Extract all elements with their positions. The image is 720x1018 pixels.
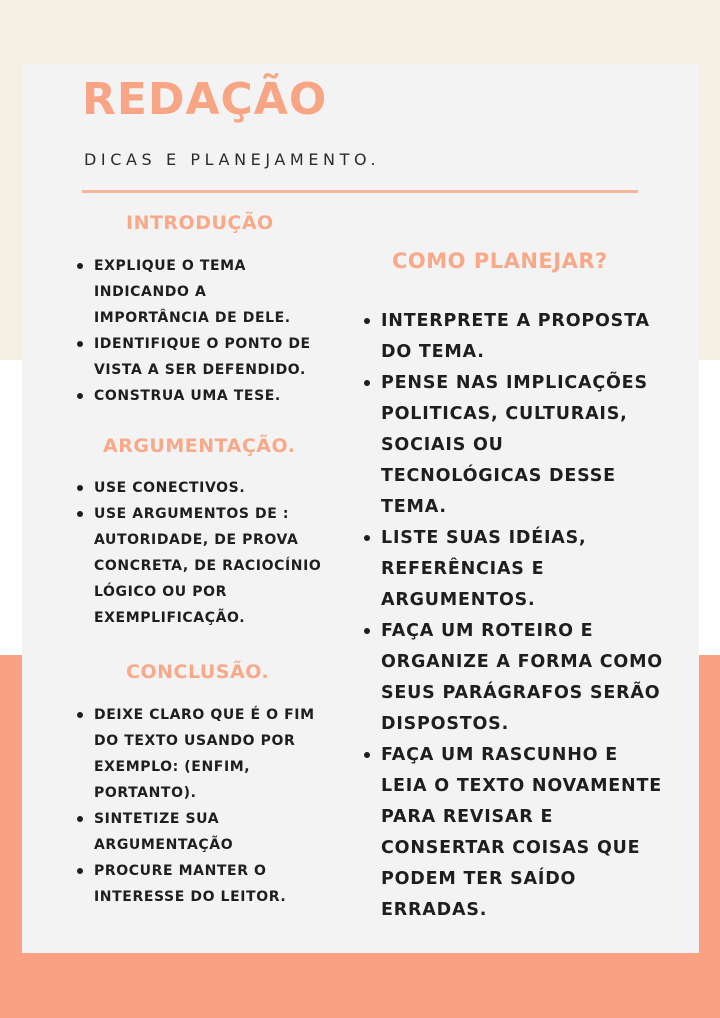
section-heading-argumentacao: ARGUMENTAÇÃO. (103, 435, 296, 457)
list-item: SINTETIZE SUA ARGUMENTAÇÃO (77, 806, 327, 858)
section-heading-conclusao: CONCLUSÃO. (126, 661, 270, 683)
list-item: LISTE SUAS IDÉIAS, REFERÊNCIAS E ARGUMENTOS. (364, 523, 664, 616)
page-subtitle: DICAS E PLANEJAMENTO. (84, 150, 381, 169)
list-item: PENSE NAS IMPLICAÇÕES POLITICAS, CULTURAIS, SOCIAIS OU TECNOLÓGICAS DESSE TEMA. (364, 368, 664, 523)
list-item: INTERPRETE A PROPOSTA DO TEMA. (364, 306, 664, 368)
list-argumentacao (77, 475, 327, 631)
list-item: FAÇA UM RASCUNHO E LEIA O TEXTO NOVAMENTE PARA REVISAR E CONSERTAR COISAS QUE PODEM TER SAÍDO ERRADAS. (364, 740, 664, 926)
list-item: IDENTIFIQUE O PONTO DE VISTA A SER DEFENDIDO. (77, 331, 327, 383)
list-item: USE CONECTIVOS. (77, 475, 327, 501)
list-item: USE ARGUMENTOS DE : AUTORIDADE, DE PROVA CONCRETA, DE RACIOCÍNIO LÓGICO OU POR EXEMPLIFICAÇÃO. (77, 501, 327, 631)
list-introducao (77, 253, 327, 409)
section-heading-como-planejar: COMO PLANEJAR? (392, 249, 608, 273)
list-item: CONSTRUA UMA TESE. (77, 383, 327, 409)
document-card (22, 64, 699, 953)
page-title: REDAÇÃO (82, 74, 328, 125)
list-item: DEIXE CLARO QUE É O FIM DO TEXTO USANDO POR EXEMPLO: (ENFIM, PORTANTO). (77, 702, 327, 806)
list-item: EXPLIQUE O TEMA INDICANDO A IMPORTÂNCIA DE DELE. (77, 253, 327, 331)
title-divider (82, 190, 638, 193)
list-conclusao (77, 702, 327, 910)
list-item: FAÇA UM ROTEIRO E ORGANIZE A FORMA COMO SEUS PARÁGRAFOS SERÃO DISPOSTOS. (364, 616, 664, 740)
section-heading-introducao: INTRODUÇÃO (126, 212, 274, 234)
list-item: PROCURE MANTER O INTERESSE DO LEITOR. (77, 858, 327, 910)
list-como-planejar (364, 306, 664, 926)
